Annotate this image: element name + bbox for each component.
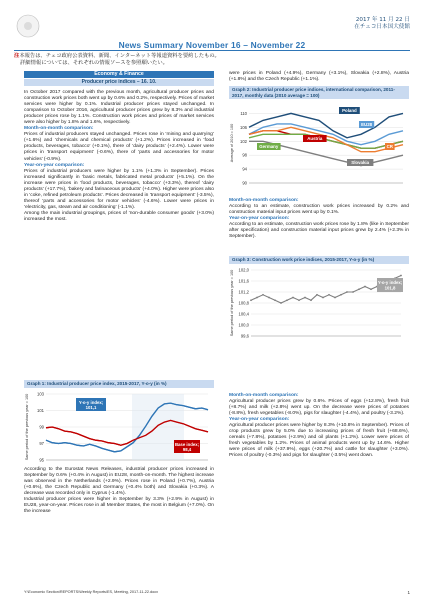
callout-base-value: 98,4	[182, 446, 192, 452]
graph-3-plot	[229, 264, 409, 344]
callout-yoy-text: Y-o-y index;	[78, 399, 104, 405]
yoy-heading: Year-on-year comparison:	[24, 162, 85, 168]
y-tick-label: 110	[240, 111, 247, 117]
y-tick-label: 102,0	[238, 267, 249, 273]
agri-mom-heading: Month-on-month comparison:	[229, 393, 299, 398]
report-date: 2017 年 11 月 22 日	[355, 17, 410, 23]
issuer: 在チェコ日本国大使館	[354, 24, 410, 30]
data-point	[274, 299, 276, 301]
page-number: 1	[407, 590, 410, 595]
callout-yoy-value: 101,1	[85, 404, 97, 410]
construction-mom-paragraph: According to an estimate, construction work prices increased by 0.2% and construction material input prices went up by 0.1%.	[229, 204, 409, 216]
note-line-2: 詳細情報については、それぞれの情報ソースを参照願いたい。	[20, 60, 168, 66]
data-point	[316, 293, 318, 295]
eurostat-paragraph: According to the Eurostat News Releases, industrial producer prices increased in September by 0.6% (+0.4% in August) in EU28, month-on-month. The highest increase was observed in the Netherlands (+2.9%). Prices rose in Poland (+0.7%), Austria (+0.6%), the Czech Republic and Germany (+0.4% both) and Slovakia (+0.3%). A decrease was recorded only in Cyprus (-1.4%).	[24, 467, 214, 497]
legend-label-cr: CR	[386, 144, 393, 150]
legend-label-germany: Germany	[259, 144, 279, 150]
data-point	[280, 302, 282, 304]
mom-paragraph: Prices of industrial producers stayed unchanged. Prices rose in ‘mining and quarrying’ (+1.6%) and ‘chemicals and chemical products’ (+1.2%). Prices increased in ‘food products, beverages, tobacco’ (+0.1%), there of ‘dairy products’ (+2.4%). Lower were prices in ‘transport equipment’ (-0.6%), there of ‘parts and accessories for motor vehicles’ (-0.9%).	[24, 132, 214, 162]
legend-label-poland: Poland	[342, 108, 357, 114]
y-axis-label: Same period of the previous year = 100	[25, 393, 29, 460]
data-point	[322, 296, 324, 298]
data-point	[268, 296, 270, 298]
plot-background	[229, 99, 409, 189]
data-point	[286, 299, 288, 301]
data-point	[364, 285, 366, 287]
y-tick-label: 94	[242, 166, 247, 172]
header-block	[354, 17, 410, 31]
data-point	[304, 296, 306, 298]
right-column-bottom	[229, 393, 409, 460]
data-point	[334, 296, 336, 298]
right-column-mid	[229, 198, 409, 240]
data-point	[262, 293, 264, 295]
section-header: Economy & Finance	[24, 71, 214, 78]
data-point	[292, 296, 294, 298]
graph-3-title: Graph 3: Construction work price indices, 2015-2017, Y-o-y (in %)	[229, 256, 409, 264]
footer-path: Y:\Economic Section\REPORTS\Weekly Reports\ES, Meeting, 2017-11-22.docx	[24, 590, 159, 594]
y-tick-label: 99,6	[240, 333, 249, 339]
y-tick-label: 106	[240, 125, 247, 131]
y-tick-label: 90	[242, 180, 247, 186]
data-point	[340, 293, 342, 295]
eurostat-paragraph-2: Industrial producer prices were higher in September by 3.3% (+2.9% in August) in EU28, year-on-year. Prices rose in all Member States, the most in Belgium (+7.0%). On the increase	[24, 497, 214, 515]
construction-yoy-paragraph: According to an estimate, construction work prices rose by 1.8% (like in September after specification) and construction material input prices grew by 2.4% (+2.3% in September).	[229, 222, 409, 240]
data-point	[400, 274, 402, 276]
intro-paragraph: In October 2017 compared with the previous month, agricultural producer prices and construction work prices both went up by 0.6% and 0.2%, respectively. Prices of market services were higher by 0.1%. Industrial producer prices stayed unchanged. In comparison to October 2016, agricultural producer prices grew by 8.3% and industrial producer prices rose by 1.1%. Construction work prices and prices of market services were also higher by 1.8% and 1.6%, respectively.	[24, 90, 214, 126]
graph-1-title: Graph 1: Industrial producer price index, 2015-2017, Y-o-y (in %)	[24, 380, 214, 388]
yoy-paragraph-2: Among the main industrial groupings, prices of ‘non-durable consumer goods’ (+3.0%) increased the most.	[24, 210, 214, 222]
data-point	[358, 288, 360, 290]
y-tick-label: 101,6	[238, 278, 249, 284]
graph-2	[229, 86, 409, 194]
page-title: News Summary November 16 – November 22	[118, 40, 306, 50]
callout-yoy-text: Y-o-y index;	[377, 279, 403, 285]
agri-mom-paragraph: Agricultural producer prices grew by 0.6%. Prices of eggs (+12.8%), fresh fruit (+8.7%) and milk (+2.8%) went up. On the decrease were prices of potatoes (-8.8%), fresh vegetables (-8.0%), pigs for slaughter (-4.4%), and poultry (-3.2%).	[229, 399, 409, 417]
right-column-top	[229, 71, 409, 83]
construction-yoy-heading: Year-on-year comparison:	[229, 216, 290, 222]
agri-yoy-heading: Year-on-year comparison:	[229, 417, 290, 423]
data-point	[310, 299, 312, 301]
agri-yoy-paragraph: Agricultural producer prices were higher by 8.3% (+10.8% in September). Prices of crop products grew by 5.0% due to increasing prices of fresh fruit (+68.6%), cereals (+7.8%), potatoes (+2.9%) and oil plants (+1.2%). Lower were prices of fresh vegetables by 1.2%. Prices of animal products went up by 14.6%. Higher were prices of milk (+37.9%), eggs (+20.7%) and cattle for slaughter (+3.0%). Prices of poultry (-0.3%) and pigs for slaughter (-3.5%) went down.	[229, 423, 409, 459]
y-tick-label: 100,4	[238, 311, 249, 317]
note-line-1: 本報告は、チェコ政府公表資料、新聞、インターネット等報道資料を要約したもの。	[19, 53, 220, 59]
data-point	[370, 288, 372, 290]
title-divider	[14, 50, 410, 51]
note-block	[14, 53, 264, 67]
data-point	[346, 291, 348, 293]
plot-background	[24, 388, 214, 470]
note-prefix: 注	[14, 53, 20, 59]
left-column-bottom	[24, 467, 214, 515]
y-tick-label: 95	[39, 457, 44, 463]
graph-2-plot	[229, 99, 409, 189]
y-tick-label: 100,0	[238, 322, 249, 328]
callout-base-text: Base index;	[174, 441, 200, 447]
construction-mom-heading: Month-on-month comparison:	[229, 198, 299, 203]
graph-1	[24, 380, 214, 475]
yoy-paragraph: Prices of industrial producers were higher by 1.1% (+1.3% in September). Prices increased significantly in ‘basic metals, fabricated metal products’ (+5.1%). On the increase were prices in ‘food products, beverages, tobacco’ (+3.3%), thereof ‘dairy products’ (+17.7%), ‘bakery and farinaceous products’ (+4.0%). Higher were prices also in ‘coke, refined petroleum products’. Prices decreased in ‘transport equipment’ (-3.5%), thereof ‘parts and accessories for motor vehicles’ (-4.6%). Lower were prices in ‘electricity, gas, steam and air conditioning’ (-1.1%).	[24, 168, 214, 210]
y-axis-label: Average of 2010 = 100	[230, 123, 234, 163]
graph-3	[229, 256, 409, 349]
mom-heading: Month-on-month comparison:	[24, 126, 94, 132]
data-point	[352, 291, 354, 293]
legend-label-slovakia: Slovakia	[351, 160, 370, 166]
data-point	[256, 296, 258, 298]
y-tick-label: 98	[242, 152, 247, 158]
y-tick-label: 97	[39, 440, 44, 446]
legend-label-austria: Austria	[307, 136, 323, 142]
y-tick-label: 103	[37, 391, 44, 397]
plot-background	[229, 264, 409, 344]
y-tick-label: 99	[39, 424, 44, 430]
data-point	[250, 299, 252, 301]
y-axis-label: Same period of the previous year = 100	[230, 269, 234, 336]
graph-2-title: Graph 2: Industrial producer price indices, international comparison, 2011-2017, monthly data (2010 average = 100)	[229, 86, 409, 99]
subsection-header: Producer price indices – 16. 10.	[24, 79, 214, 86]
continued-paragraph: were prices in Poland (+4.9%), Germany (+3.1%), Slovakia (+2.8%), Austria (+1.8%) and the Czech Republic (+1.1%).	[229, 71, 409, 83]
left-column	[24, 71, 214, 223]
y-tick-label: 102	[240, 138, 247, 144]
y-tick-label: 101,2	[238, 289, 249, 295]
legend-label-eu28: EU28	[361, 122, 373, 128]
y-tick-label: 101	[37, 407, 44, 413]
y-tick-label: 100,8	[238, 300, 249, 306]
graph-1-plot	[24, 388, 214, 470]
data-point	[328, 293, 330, 295]
embassy-emblem	[10, 8, 46, 44]
data-point	[298, 299, 300, 301]
callout-yoy-value: 101,8	[384, 285, 396, 291]
